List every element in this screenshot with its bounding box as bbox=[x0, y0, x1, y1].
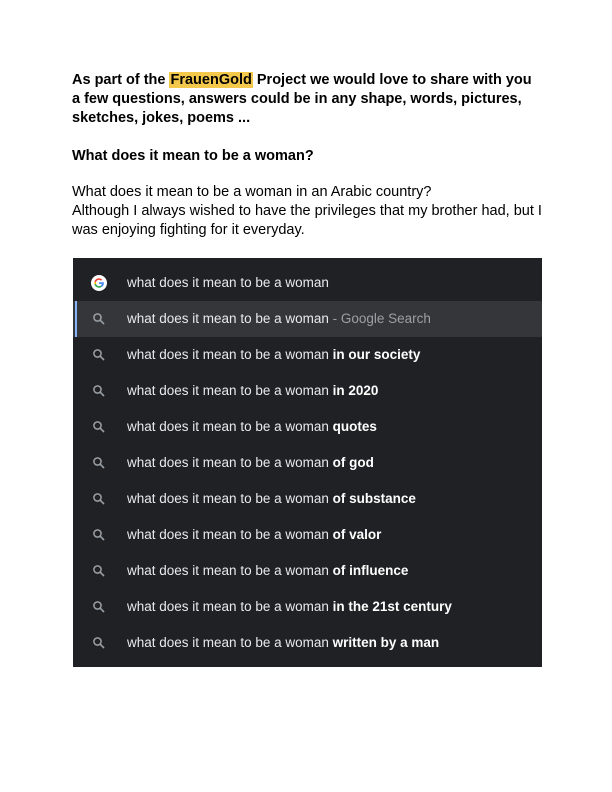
search-query-text: what does it mean to be a woman bbox=[127, 275, 329, 290]
suggestion-text bbox=[127, 301, 431, 337]
search-query-row[interactable] bbox=[73, 265, 542, 301]
suggestion-prefix: what does it mean to be a woman bbox=[127, 383, 333, 398]
suggestion-prefix: what does it mean to be a woman bbox=[127, 527, 333, 542]
suggestion-completion: of god bbox=[332, 455, 374, 470]
suggestion-completion: of valor bbox=[332, 527, 382, 542]
search-icon bbox=[91, 455, 107, 471]
suggestion-text bbox=[127, 481, 416, 517]
suggestion-text bbox=[127, 517, 381, 553]
suggestion-row[interactable] bbox=[73, 337, 542, 373]
suggestion-text bbox=[127, 337, 420, 373]
suggestion-prefix: what does it mean to be a woman bbox=[127, 419, 333, 434]
search-icon bbox=[91, 635, 107, 651]
search-icon bbox=[91, 311, 107, 327]
suggestion-prefix: what does it mean to be a woman bbox=[127, 635, 333, 650]
suggestion-text bbox=[127, 625, 439, 661]
project-name-highlight: FrauenGold bbox=[170, 72, 252, 88]
google-icon bbox=[91, 275, 107, 291]
suggestion-row[interactable] bbox=[73, 301, 542, 337]
suggestion-text bbox=[127, 445, 374, 481]
search-icon bbox=[91, 599, 107, 615]
suggestion-prefix: what does it mean to be a woman bbox=[127, 311, 329, 326]
search-icon bbox=[91, 347, 107, 363]
intro-text-before: As part of the bbox=[72, 72, 170, 88]
suggestion-prefix: what does it mean to be a woman bbox=[127, 563, 333, 578]
suggestion-text bbox=[127, 553, 408, 589]
intro-paragraph bbox=[72, 71, 542, 128]
answer-line-1: What does it mean to be a woman in an Arabic country? bbox=[72, 184, 432, 200]
question-heading: What does it mean to be a woman? bbox=[72, 148, 314, 164]
suggestion-row[interactable] bbox=[73, 517, 542, 553]
suggestion-row[interactable] bbox=[73, 589, 542, 625]
suggestion-row[interactable] bbox=[73, 481, 542, 517]
suggestion-row[interactable] bbox=[73, 625, 542, 661]
intro-text-after: Project we would love to share with you a few questions, answers could be in any shape, words, pictures, sketches, jokes, poems ... bbox=[72, 72, 532, 126]
suggestion-prefix: what does it mean to be a woman bbox=[127, 347, 333, 362]
suggestion-prefix: what does it mean to be a woman bbox=[127, 455, 333, 470]
search-icon bbox=[91, 419, 107, 435]
search-icon bbox=[91, 527, 107, 543]
suggestion-completion: in 2020 bbox=[332, 383, 379, 398]
suggestion-completion: of substance bbox=[332, 491, 416, 506]
suggestion-completion: in our society bbox=[332, 347, 421, 362]
suggestion-text bbox=[127, 589, 452, 625]
suggestion-completion: in the 21st century bbox=[332, 599, 452, 614]
suggestion-row[interactable] bbox=[73, 373, 542, 409]
suggestion-source-label: - Google Search bbox=[328, 311, 431, 326]
suggestion-completion: of influence bbox=[332, 563, 409, 578]
suggestion-prefix: what does it mean to be a woman bbox=[127, 491, 333, 506]
suggestion-row[interactable] bbox=[73, 445, 542, 481]
answer-paragraph bbox=[72, 183, 542, 240]
search-icon bbox=[91, 383, 107, 399]
suggestion-text bbox=[127, 373, 378, 409]
suggestion-completion: written by a man bbox=[332, 635, 440, 650]
suggestion-row[interactable] bbox=[73, 409, 542, 445]
search-icon bbox=[91, 491, 107, 507]
answer-line-2: Although I always wished to have the privileges that my brother had, but I was enjoying fighting for it everyday. bbox=[72, 203, 542, 238]
suggestion-prefix: what does it mean to be a woman bbox=[127, 599, 333, 614]
search-icon bbox=[91, 563, 107, 579]
suggestion-text bbox=[127, 409, 377, 445]
search-suggestions-dropdown bbox=[73, 258, 542, 667]
suggestion-row[interactable] bbox=[73, 553, 542, 589]
suggestion-completion: quotes bbox=[332, 419, 377, 434]
